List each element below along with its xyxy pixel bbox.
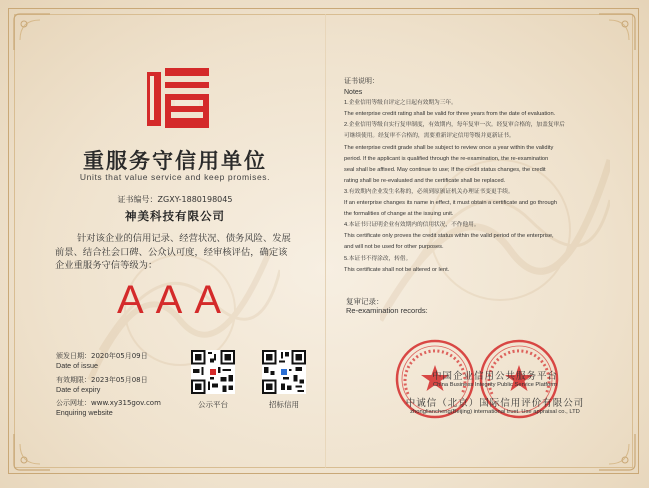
notes-line: 2.企业信用等级自实行复审制度，有效期内，每年复审一次。经复审合格的，加盖复审后 (344, 122, 565, 129)
notes-line: The enterprise credit grade shall be subject to review once a year within the validity (344, 144, 554, 151)
credit-grade: AAA (116, 278, 234, 322)
certificate-subtitle: Units that value service and keep promises. (79, 172, 271, 182)
qr-caption: 招标信用 (269, 400, 299, 409)
notes-line: 4.本证书只证明企业有效期内的信用状况，不作他用。 (344, 222, 480, 229)
notes-line: 5.本证书不得涂改，转借。 (344, 255, 412, 262)
paragraph-line: 针对该企业的信用记录、经营状况、债务风险、发展 (77, 233, 291, 244)
corner-ornament-icon (10, 430, 54, 474)
paragraph-line: 企业重服务守信等级为： (55, 260, 158, 271)
expiry-date-en: Date of expiry (56, 385, 101, 394)
certificate-number: 证书编号：ZGXY-1880198045 (117, 195, 233, 204)
notes-line: The enterprise credit rating shall be valid for three years from the date of evaluation. (344, 111, 556, 118)
recheck-title: 复审记录： (346, 297, 384, 306)
qr-code-icon (191, 350, 235, 394)
certificate-title: 重服务守信用单位 (83, 149, 267, 173)
qr-caption: 公示平台 (198, 400, 228, 409)
issue-date: 颁发日期：2020年05月09日 (56, 352, 148, 360)
company-name: 神美科技有限公司 (125, 209, 225, 223)
enquiry-website-en: Enquiring website (56, 408, 113, 417)
enquiry-website: 公示网址：www.xy315gov.com (56, 399, 161, 407)
notes-line: This certificate shall not be altered or lent. (344, 266, 450, 273)
qr-code-icon (262, 350, 306, 394)
notes-line: If an enterprise changes its name in effect, it must obtain a certificate and go through (344, 200, 557, 207)
expiry-date: 有效期限：2023年05月08日 (56, 376, 148, 384)
recheck-title-en: Re-examination records: (346, 306, 428, 315)
notes-title: 证书说明： (344, 78, 379, 85)
notes-line: 可继续使用。经复审不合格的，需要重新评定信用等级并更新证书。 (344, 133, 515, 140)
notes-title-en: Notes (344, 89, 363, 97)
issue-date-en: Date of issue (56, 361, 98, 370)
issuer-platform: 中国企业信用公共服务平台 (431, 371, 558, 382)
notes-line: and will not be used for other purposes. (344, 244, 444, 251)
notes-line: period. If the applicant is qualified through the re-examination, the re-examination (344, 155, 549, 162)
notes-line: 3.有效期内企业发生名称的，必须到原颁证机关办理证书变更手续。 (344, 188, 514, 195)
notes-line: This certificate only proves the credit status within the valid period of the enterprise, (344, 233, 554, 240)
notes-line: rating shall be re-evaluated and the certificate shall be replaced. (344, 177, 506, 184)
evaluation-paragraph (55, 232, 295, 273)
paragraph-line: 前景、结合社会口碑、公众认可度，经审核评估，确定该 (55, 246, 288, 258)
corner-ornament-icon (595, 10, 639, 54)
corner-ornament-icon (595, 430, 639, 474)
issuer-platform-en: China Business Integrity Public Service Platform (432, 382, 558, 388)
notes-line: the formalities of change at the issuing unit. (344, 211, 454, 218)
credit-emblem-icon (145, 64, 213, 132)
notes-line: seal shall be affixed. May continue to use; If the credit status changes, the credit (344, 166, 546, 173)
corner-ornament-icon (10, 10, 54, 54)
certificate-notes (344, 76, 614, 276)
issuer-company: 中诚信（北京）国际信用评价有限公司 (405, 398, 585, 409)
page-fold (325, 14, 326, 468)
notes-line: 1.企业信用等级自评定之日起有效期为三年。 (344, 100, 457, 107)
issuer-company-en: zhongliancheng(Beijing) international trust. Use appraisal co., LTD (410, 409, 580, 415)
